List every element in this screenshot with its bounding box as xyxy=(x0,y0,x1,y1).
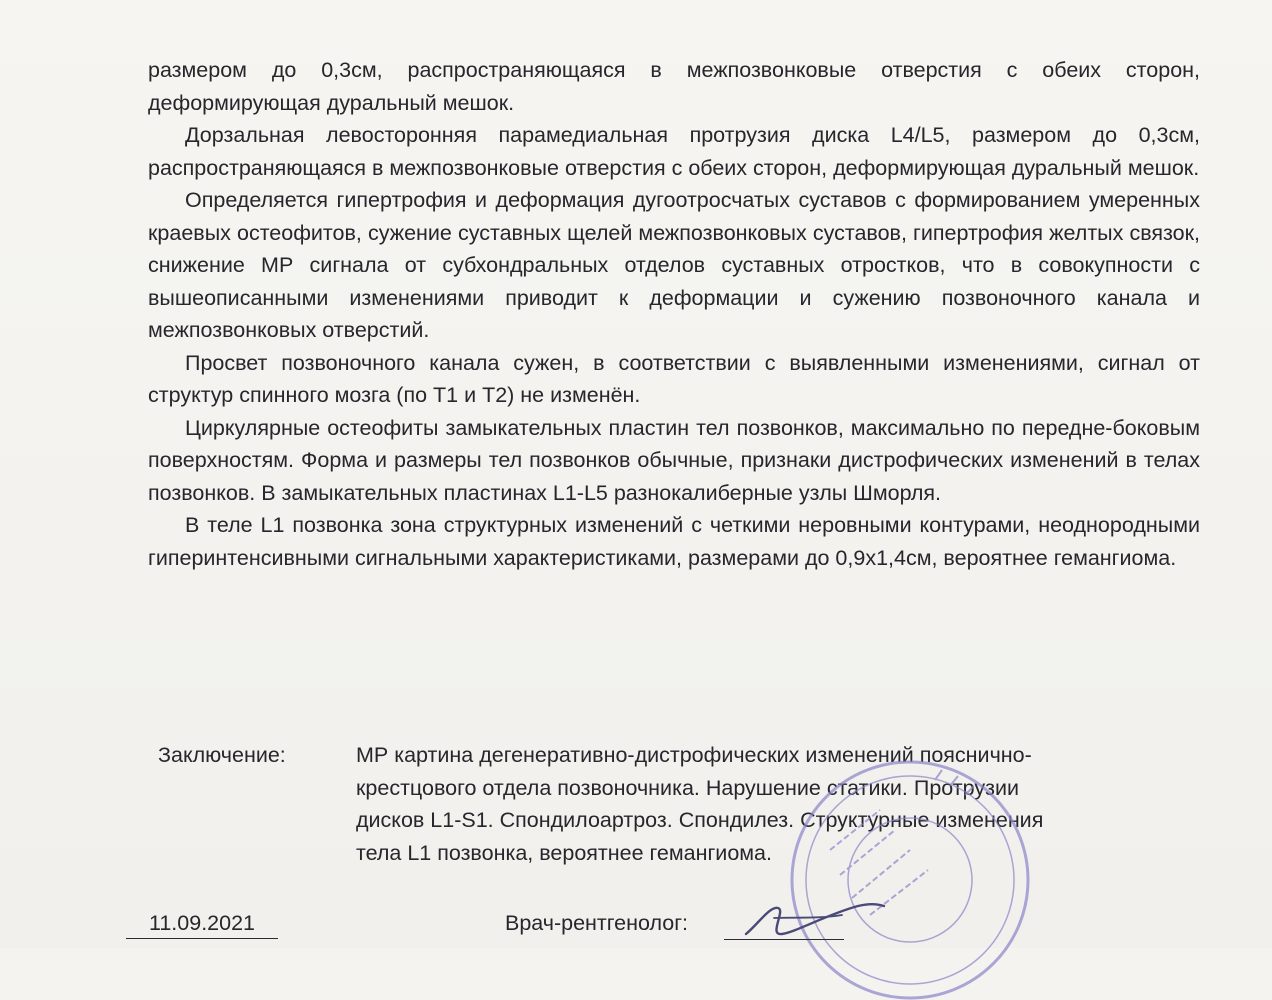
conclusion-label: Заключение: xyxy=(158,743,286,767)
report-date: 11.09.2021 xyxy=(126,908,278,939)
conclusion-line: тела L1 позвонка, вероятнее гемангиома. xyxy=(356,840,772,865)
handwritten-signature-icon xyxy=(738,884,888,948)
conclusion-line: МР картина дегенеративно-дистрофических изменений пояснично- xyxy=(356,743,1032,767)
report-body xyxy=(148,54,1200,574)
paragraph-spinal-canal: Просвет позвоночного канала сужен, в соответствии с выявленными изменениями, сигнал от структур спинного мозга (по Т1 и Т2) не изменён. xyxy=(148,350,1200,407)
paragraph-osteophytes: Циркулярные остеофиты замыкательных пластин тел позвонков, максимально по передне-боковым поверхностям. Форма и размеры тел позвонков обычные, признаки дистрофических изменений в телах позвонков. В замыкательных пластинах L1-L5 разнокалиберные узлы Шморля. xyxy=(148,415,1200,505)
clinic-stamp-icon xyxy=(760,700,1060,1000)
conclusion-line: крестцового отдела позвоночника. Нарушение статики. Протрузии xyxy=(356,775,1019,800)
paragraph-l1-hemangioma: В теле L1 позвонка зона структурных изменений с четкими неровными контурами, неоднородными гиперинтенсивными сигнальными характеристиками, размерами до 0,9х1,4см, вероятнее гемангиома. xyxy=(148,513,1200,570)
paragraph-continuation: размером до 0,3см, распространяющаяся в межпозвонковые отверстия с обеих сторон, деформирующая дуральный мешок. xyxy=(148,58,1200,115)
paragraph-protrusion-l4-l5: Дорзальная левосторонняя парамедиальная протрузия диска L4/L5, размером до 0,3см, распространяющаяся в межпозвонковые отверстия с обеих сторон, деформирующая дуральный мешок. xyxy=(148,123,1200,180)
paragraph-facet-hypertrophy: Определяется гипертрофия и деформация дугоотросчатых суставов с формированием умеренных краевых остеофитов, сужение суставных щелей межпозвонковых суставов, гипертрофия желтых связок, снижение МР сигнала от субхондральных отделов суставных отростков, что в совокупности с вышеописанными изменениями приводит к деформации и сужению позвоночного канала и межпозвонковых отверстий. xyxy=(148,188,1200,342)
conclusion-line: дисков L1-S1. Спондилоартроз. Спондилез. Структурные изменения xyxy=(356,808,1044,832)
doctor-label: Врач-рентгенолог: xyxy=(505,911,689,935)
